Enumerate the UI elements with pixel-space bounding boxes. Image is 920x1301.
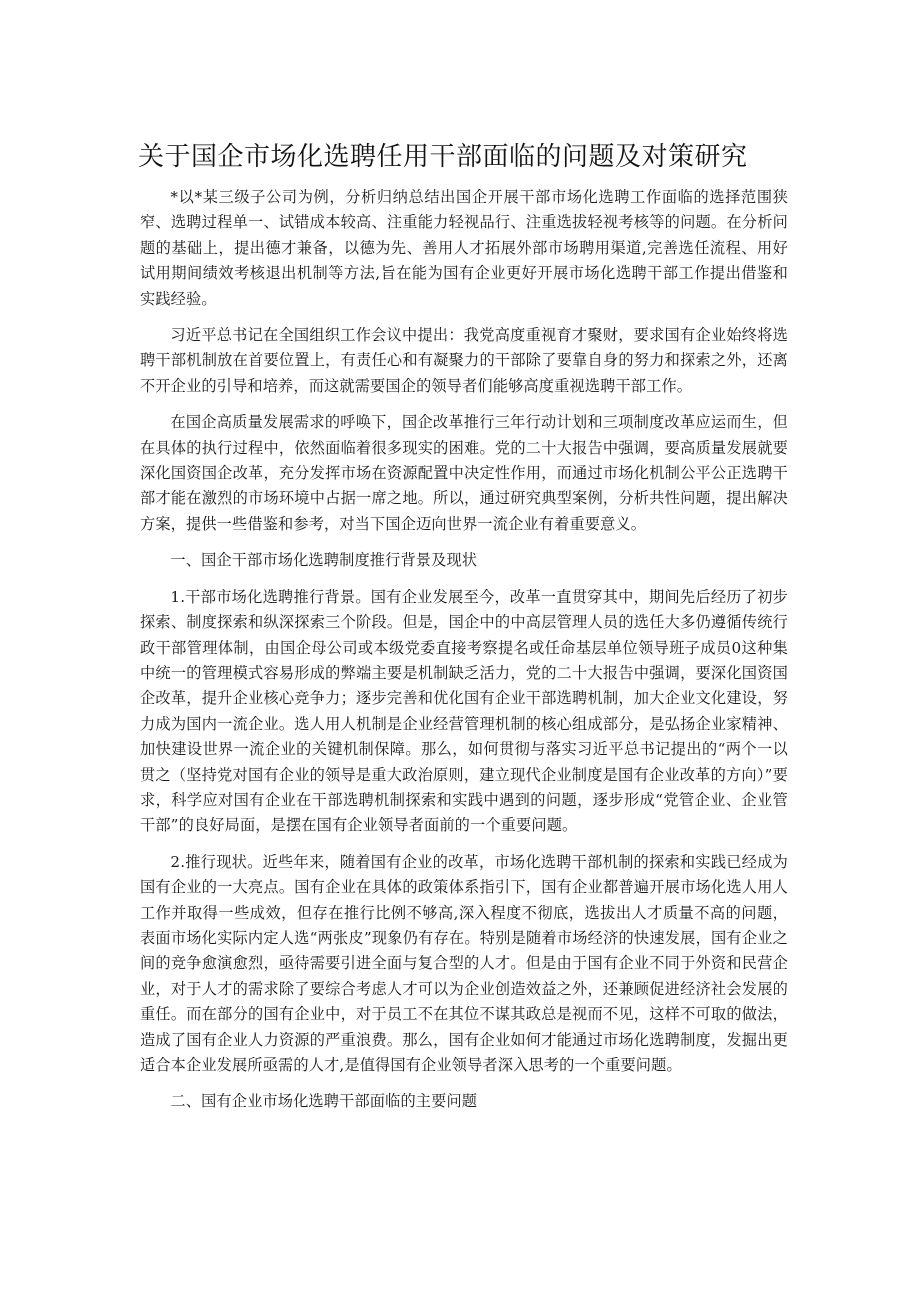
intro-paragraph-1: 习近平总书记在全国组织工作会议中提出：我党高度重视育才聚财，要求国有企业始终将选聘干部机制放在首要位置上，有责任心和有凝聚力的干部除了要靠自身的努力和探索之外，还离不开企业的引导和培养，而这就需要国企的领导者们能够高度重视选聘干部工作。 bbox=[140, 326, 788, 395]
abstract-paragraph: *以*某三级子公司为例，分析归纳总结出国企开展干部市场化选聘工作面临的选择范围狭窄、选聘过程单一、试错成本较高、注重能力轻视品行、注重选拔轻视考核等的问题。在分析问题的基础上，提出德才兼备，以德为先、善用人才拓展外部市场聘用渠道,完善选任流程、用好试用期间绩效考核退出机制等方法,旨在能为国有企业更好开展市场化选聘干部工作提出借鉴和实践经验。 bbox=[140, 188, 788, 308]
intro-paragraph-2: 在国企高质量发展需求的呼唤下，国企改革推行三年行动计划和三项制度改革应运而生，但在具体的执行过程中，依然面临着很多现实的困难。党的二十大报告中强调，要高质量发展就要深化国资国企改革，充分发挥市场在资源配置中决定性作用，而通过市场化机制公平公正选聘干部才能在激烈的市场环境中占据一席之地。所以，通过研究典型案例，分析共性问题，提出解决方案，提供一些借鉴和参考，对当下国企迈向世界一流企业有着重要意义。 bbox=[140, 413, 788, 533]
section-1-paragraph-1: 1.干部市场化选聘推行背景。国有企业发展至今，改革一直贯穿其中，期间先后经历了初步探索、制度探索和纵深探索三个阶段。但是，国企中的中高层管理人员的选任大多仍遵循传统行政干部管理体制，由国企母公司或本级党委直接考察提名或任命基层单位领导班子成员0这种集中统一的管理模式容易形成的弊端主要是机制缺乏活力，党的二十大报告中强调，要深化国资国企改革，提升企业核心竞争力；逐步完善和优化国有企业干部选聘机制，加大企业文化建设，努力成为国内一流企业。选人用人机制是企业经营管理机制的核心组成部分，是弘扬企业家精神、加快建设世界一流企业的关键机制保障。那么，如何贯彻与落实习近平总书记提出的“两个一以贯之（坚持党对国有企业的领导是重大政治原则，建立现代企业制度是国有企业改革的方向）”要求，科学应对国有企业在干部选聘机制探索和实践中遇到的问题，逐步形成“党管企业、企业管干部”的良好局面，是摆在国有企业领导者面前的一个重要问题。 bbox=[140, 587, 788, 835]
section-2-heading: 二、国有企业市场化选聘干部面临的主要问题 bbox=[170, 1092, 478, 1111]
section-1-paragraph-2: 2.推行现状。近些年来，随着国有企业的改革，市场化选聘干部机制的探索和实践已经成为国有企业的一大亮点。国有企业在具体的政策体系指引下，国有企业都普遍开展市场化选人用人工作并取得一些成效，但存在推行比例不够高,深入程度不彻底，选拔出人才质量不高的问题，表面市场化实际内定人选“两张皮”现象仍有存在。特别是随着市场经济的快速发展，国有企业之间的竞争愈演愈烈，亟待需要引进全面与复合型的人才。但是由于国有企业不同于外资和民营企业，对于人才的需求除了要综合考虑人才可以为企业创造效益之外，还兼顾促进经济社会发展的重任。而在部分的国有企业中，对于员工不在其位不谋其政总是视而不见，这样不可取的做法，造成了国有企业人力资源的严重浪费。那么，国有企业如何才能通过市场化选聘制度，发掘出更适合本企业发展所亟需的人才,是值得国有企业领导者深入思考的一个重要问题。 bbox=[140, 852, 788, 1074]
document-title: 关于国企市场化选聘任用干部面临的问题及对策研究 bbox=[138, 142, 748, 172]
section-1-heading: 一、国企干部市场化选聘制度推行背景及现状 bbox=[170, 551, 478, 570]
document-body bbox=[140, 185, 788, 1126]
